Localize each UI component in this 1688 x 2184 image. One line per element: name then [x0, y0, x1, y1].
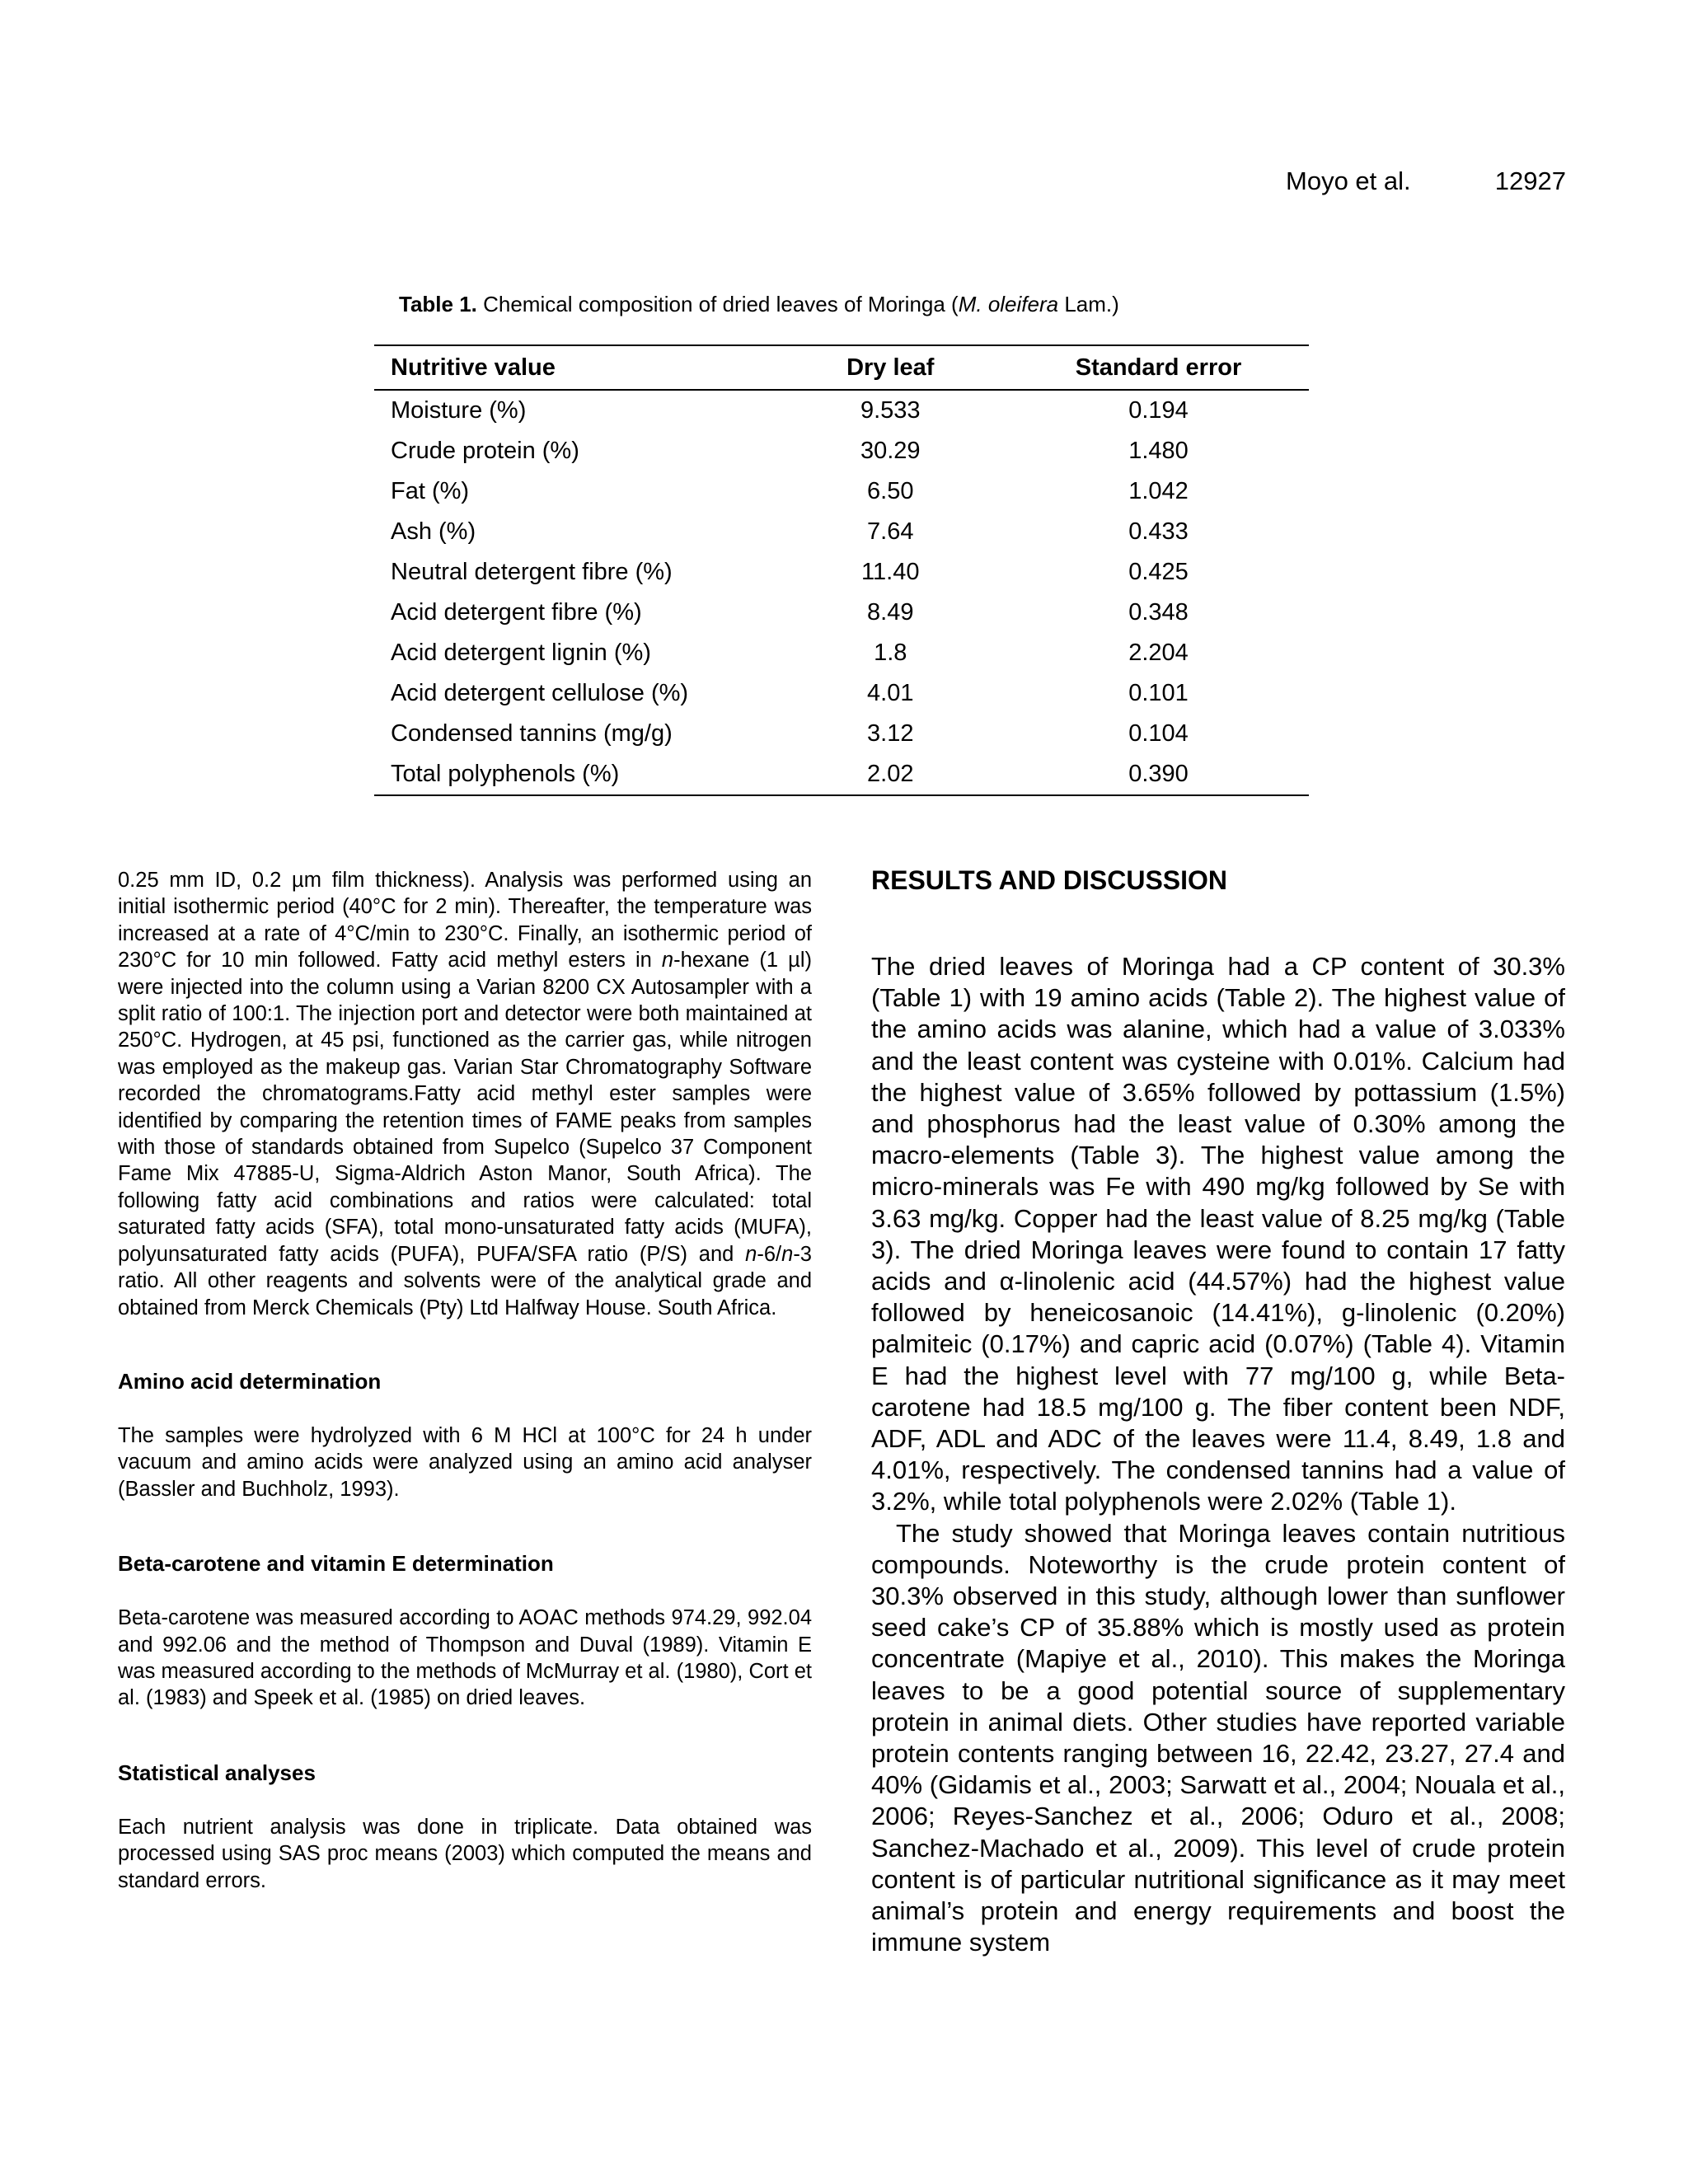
table-row [374, 390, 1309, 431]
italic-n: n [781, 1242, 794, 1266]
table-row [374, 431, 1309, 471]
amino-paragraph: The samples were hydrolyzed with 6 M HCl at 100°C for 24 h under vacuum and amino acids were analyzed using an amino acid analyser (Bassler and Buchholz, 1993). [118, 1423, 812, 1501]
table-cell: 2.02 [773, 754, 1009, 795]
table-cell: 7.64 [867, 518, 914, 545]
page-number: 12927 [1494, 166, 1566, 195]
table-label: Table 1. [399, 292, 477, 316]
gc-method-paragraph [118, 867, 812, 1321]
table-cell: 3.12 [867, 720, 914, 747]
table-cell: 11.40 [861, 559, 920, 585]
composition-table [374, 344, 1309, 796]
table-row [374, 512, 1309, 552]
table-cell: Crude protein (%) [391, 438, 579, 464]
table-cell: Neutral detergent fibre (%) [391, 559, 673, 585]
left-column [118, 867, 812, 1894]
results-paragraph-1: The dried leaves of Moringa had a CP content of 30.3% (Table 1) with 19 amino acids (Table 2). The highest value of the amino acids was alanine, which had a value of 3.033% and the least content was cysteine with 0.01%. Calcium had the highest value of 3.65% followed by pottassium (1.5%) and phosphorus had the least value of 0.30% among the macro-elements (Table 3). The highest value among the micro-minerals was Fe with 490 mg/kg followed by Se with 3.63 mg/kg. Copper had the least value of 8.25 mg/kg (Table 3). The dried Moringa leaves were found to contain 17 fatty acids and α-linolenic acid (44.57%) had the highest value followed by heneicosanoic (14.41%), g-linolenic (0.20%) palmiteic (0.17%) and capric acid (0.07%) (Table 4). Vitamin E had the highest level with 77 mg/100 g, while Beta-carotene had 18.5 mg/100 g. The fiber content been NDF, ADF, ADL and ADC of the leaves were 11.4, 8.49, 1.8 and 4.01%, respectively. The condensed tannins had a value of 3.2%, while total polyphenols were 2.02% (Table 1). [871, 952, 1565, 1516]
italic-n: n [745, 1242, 757, 1266]
table-cell: Total polyphenols (%) [374, 754, 773, 795]
running-head-authors: Moyo et al. [1286, 166, 1411, 195]
column-header: Nutritive value [374, 345, 773, 390]
table-cell: 0.194 [1128, 397, 1189, 424]
text-span: -hexane (1 µl) were injected into the column using a Varian 8200 CX Autosampler with a split ratio of 100:1. The injection port and detector were both maintained at 250°C. Hydrogen, at 45 psi, functioned as the carrier gas, while nitrogen was employed as the makeup gas. Varian Star Chromatography Software recorded the chromatograms.Fatty acid methyl ester samples were identified by comparing the retention times of FAME peaks from samples with those of standards obtained from Supelco (Supelco 37 Component Fame Mix 47885-U, Sigma-Aldrich Aston Manor, South Africa). The following fatty acid combinations and ratios were calculated: total saturated fatty acids (SFA), total mono-unsaturated fatty acids (MUFA), polyunsaturated fatty acids (PUFA), PUFA/SFA ratio (P/S) and [118, 949, 812, 1266]
table-cell: Condensed tannins (mg/g) [391, 720, 673, 747]
column-header: Dry leaf [773, 345, 1009, 390]
table-row [374, 552, 1309, 593]
stat-paragraph: Each nutrient analysis was done in triplicate. Data obtained was processed using SAS proc means (2003) which computed the means and standard errors. [118, 1815, 812, 1892]
table-cell: 0.433 [1128, 518, 1189, 545]
table-cell: Fat (%) [391, 478, 470, 504]
section-heading-beta: Beta-carotene and vitamin E determination [118, 1551, 554, 1577]
table-header-row [374, 345, 1309, 390]
table-cell: 1.042 [1128, 478, 1189, 504]
table-cell: 4.01 [867, 680, 914, 706]
table-cell: 0.101 [1128, 680, 1189, 706]
table-cell: Acid detergent lignin (%) [391, 640, 651, 666]
table-row [374, 633, 1309, 673]
column-header: Standard error [1008, 345, 1309, 390]
table-cell: 1.480 [1128, 438, 1189, 464]
table-cell: 0.104 [1128, 720, 1189, 747]
table-cell: 0.390 [1008, 754, 1309, 795]
table-caption-species: M. oleifera [958, 292, 1059, 316]
running-head [1286, 166, 1566, 196]
table-cell: Ash (%) [391, 518, 476, 545]
table-cell: 9.533 [860, 397, 921, 424]
results-heading: RESULTS AND DISCUSSION [871, 865, 1228, 895]
table-row [374, 673, 1309, 714]
table-row [374, 593, 1309, 633]
table-caption-end: Lam.) [1058, 292, 1119, 316]
table-cell: 2.204 [1128, 640, 1189, 666]
right-column [871, 864, 1565, 1959]
table-cell: Acid detergent cellulose (%) [391, 680, 689, 706]
table-cell: 1.8 [874, 640, 907, 666]
text-span: -3 ratio. All other reagents and solvents were of the analytical grade and obtained from Merck Chemicals (Pty) Ltd Halfway House. South Africa. [118, 1242, 812, 1319]
table-cell: 6.50 [867, 478, 914, 504]
table-caption [399, 292, 1306, 317]
section-heading-stat: Statistical analyses [118, 1760, 316, 1785]
table-cell: Acid detergent fibre (%) [391, 599, 642, 626]
table-cell: 0.348 [1128, 599, 1189, 626]
table-caption-text: Chemical composition of dried leaves of Moringa ( [476, 292, 959, 316]
text-span: -6/ [757, 1242, 782, 1266]
beta-paragraph: Beta-carotene was measured according to AOAC methods 974.29, 992.04 and 992.06 and the method of Thompson and Duval (1989). Vitamin E was measured according to the methods of McMurray et al. (1980), Cort et al. (1983) and Speek et al. (1985) on dried leaves. [118, 1606, 812, 1710]
table-row [374, 754, 1309, 795]
table-cell: 0.425 [1128, 559, 1189, 585]
italic-n: n [661, 949, 674, 972]
table-cell: 30.29 [860, 438, 921, 464]
text-span: 0.25 mm ID, 0.2 µm film thickness). Analysis was performed using an initial isothermic period (40°C for 2 min). Thereafter, the temperature was increased at a rate of 4°C/min to 230°C. Finally, an isothermic period of 230°C for 10 min followed. Fatty acid methyl esters in [118, 869, 812, 972]
section-heading-amino: Amino acid determination [118, 1368, 382, 1394]
table-cell: 8.49 [867, 599, 914, 626]
results-paragraph-2: The study showed that Moringa leaves contain nutritious compounds. Noteworthy is the crude protein content of 30.3% observed in this study, although lower than sunflower seed cake’s CP of 35.88% which is mostly used as protein concentrate (Mapiye et al., 2010). This makes the Moringa leaves to be a good potential source of supplementary protein in animal diets. Other studies have reported variable protein contents ranging between 16, 22.42, 23.27, 27.4 and 40% (Gidamis et al., 2003; Sarwatt et al., 2004; Nouala et al., 2006; Reyes-Sanchez et al., 2006; Oduro et al., 2008; Sanchez-Machado et al., 2009). This level of crude protein content is of particular nutritional significance as it may meet animal’s protein and energy requirements and boost the immune system [871, 1518, 1565, 1957]
table-row [374, 714, 1309, 754]
table-row [374, 471, 1309, 512]
table-cell: Moisture (%) [391, 397, 527, 424]
